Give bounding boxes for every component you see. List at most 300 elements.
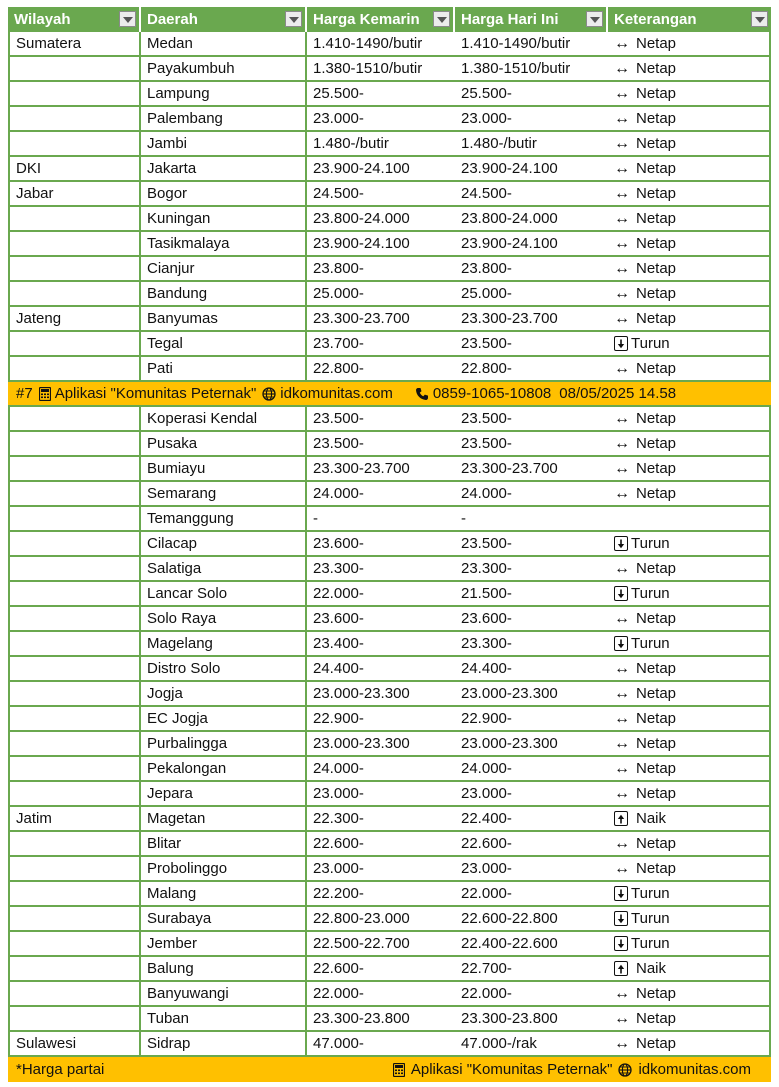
cell-harga-hari-ini: 23.000-23.300 xyxy=(455,732,608,757)
cell-keterangan xyxy=(608,32,771,57)
left-right-arrow-icon: ↔ xyxy=(614,59,630,77)
banner-prefix: #7 xyxy=(16,385,33,402)
table-row xyxy=(8,907,771,932)
cell-daerah: Bogor xyxy=(141,182,307,207)
table-row xyxy=(8,807,771,832)
table-body-bottom xyxy=(8,407,771,1057)
cell-daerah: Tegal xyxy=(141,332,307,357)
table-row xyxy=(8,632,771,657)
cell-daerah: Cianjur xyxy=(141,257,307,282)
table-row xyxy=(8,282,771,307)
down-arrow-icon xyxy=(614,886,628,901)
cell-keterangan xyxy=(608,782,771,807)
status-label: Turun xyxy=(631,585,670,602)
cell-harga-hari-ini: 22.400- xyxy=(455,807,608,832)
status-label: Naik xyxy=(636,960,667,977)
left-right-arrow-icon: ↔ xyxy=(614,109,630,127)
header-harga-hari-ini: Harga Hari Ini xyxy=(455,7,608,32)
status-label: Netap xyxy=(636,60,677,77)
status-label: Naik xyxy=(636,810,667,827)
left-right-arrow-icon: ↔ xyxy=(614,134,630,152)
status-label: Netap xyxy=(636,110,677,127)
table-row xyxy=(8,682,771,707)
status-label: Turun xyxy=(631,335,670,352)
cell-wilayah: Sulawesi xyxy=(8,1032,141,1057)
table-row xyxy=(8,107,771,132)
down-arrow-icon xyxy=(614,911,628,926)
cell-keterangan xyxy=(608,857,771,882)
cell-daerah: Lampung xyxy=(141,82,307,107)
table-row xyxy=(8,757,771,782)
cell-harga-kemarin: 23.800- xyxy=(307,257,455,282)
cell-harga-kemarin: - xyxy=(307,507,455,532)
cell-daerah: Pusaka xyxy=(141,432,307,457)
cell-harga-hari-ini: 23.000- xyxy=(455,107,608,132)
status-label: Netap xyxy=(636,660,677,677)
status-label: Netap xyxy=(636,460,677,477)
left-right-arrow-icon: ↔ xyxy=(614,984,630,1002)
table-row xyxy=(8,257,771,282)
status-label: Netap xyxy=(636,560,677,577)
cell-harga-kemarin: 23.000-23.300 xyxy=(307,682,455,707)
table-row xyxy=(8,507,771,532)
cell-keterangan xyxy=(608,557,771,582)
left-right-arrow-icon: ↔ xyxy=(614,234,630,252)
left-right-arrow-icon: ↔ xyxy=(614,684,630,702)
cell-wilayah xyxy=(8,432,141,457)
cell-harga-hari-ini: 24.400- xyxy=(455,657,608,682)
cell-keterangan xyxy=(608,82,771,107)
left-right-arrow-icon: ↔ xyxy=(614,284,630,302)
table-row xyxy=(8,482,771,507)
cell-harga-kemarin: 23.700- xyxy=(307,332,455,357)
cell-keterangan xyxy=(608,982,771,1007)
table-body-top xyxy=(8,32,771,382)
cell-harga-kemarin: 23.300-23.800 xyxy=(307,1007,455,1032)
cell-harga-kemarin: 23.800-24.000 xyxy=(307,207,455,232)
cell-harga-kemarin: 22.800- xyxy=(307,357,455,382)
cell-harga-kemarin: 23.600- xyxy=(307,607,455,632)
status-label: Netap xyxy=(636,135,677,152)
table-row xyxy=(8,407,771,432)
cell-daerah: Medan xyxy=(141,32,307,57)
cell-harga-kemarin: 23.500- xyxy=(307,432,455,457)
table-row xyxy=(8,332,771,357)
cell-keterangan xyxy=(608,907,771,932)
cell-harga-kemarin: 23.300-23.700 xyxy=(307,457,455,482)
cell-harga-hari-ini: 22.800- xyxy=(455,357,608,382)
cell-keterangan xyxy=(608,207,771,232)
banner-site: idkomunitas.com xyxy=(280,385,393,402)
status-label: Turun xyxy=(631,935,670,952)
status-label: Netap xyxy=(636,35,677,52)
cell-harga-kemarin: 22.500-22.700 xyxy=(307,932,455,957)
cell-keterangan xyxy=(608,132,771,157)
cell-daerah: Banyumas xyxy=(141,307,307,332)
cell-wilayah: Jabar xyxy=(8,182,141,207)
cell-daerah: Temanggung xyxy=(141,507,307,532)
header-keterangan: Keterangan xyxy=(608,7,771,32)
cell-daerah: Pekalongan xyxy=(141,757,307,782)
cell-daerah: Pati xyxy=(141,357,307,382)
cell-daerah: Magetan xyxy=(141,807,307,832)
cell-keterangan xyxy=(608,332,771,357)
cell-wilayah xyxy=(8,907,141,932)
cell-daerah: Magelang xyxy=(141,632,307,657)
cell-keterangan xyxy=(608,432,771,457)
cell-keterangan xyxy=(608,407,771,432)
cell-wilayah: Jateng xyxy=(8,307,141,332)
filter-dropdown-icon[interactable] xyxy=(751,11,768,27)
table-row xyxy=(8,657,771,682)
cell-daerah: Lancar Solo xyxy=(141,582,307,607)
status-label: Netap xyxy=(636,835,677,852)
status-label: Netap xyxy=(636,735,677,752)
cell-harga-kemarin: 23.300- xyxy=(307,557,455,582)
cell-harga-hari-ini: 23.500- xyxy=(455,407,608,432)
cell-harga-hari-ini: 21.500- xyxy=(455,582,608,607)
cell-keterangan xyxy=(608,532,771,557)
globe-icon xyxy=(262,387,276,401)
cell-harga-hari-ini: 22.600-22.800 xyxy=(455,907,608,932)
cell-wilayah xyxy=(8,857,141,882)
calculator-icon xyxy=(393,1063,405,1077)
cell-harga-kemarin: 22.300- xyxy=(307,807,455,832)
left-right-arrow-icon: ↔ xyxy=(614,84,630,102)
cell-wilayah xyxy=(8,882,141,907)
cell-wilayah xyxy=(8,257,141,282)
cell-wilayah xyxy=(8,682,141,707)
status-label: Turun xyxy=(631,535,670,552)
table-row xyxy=(8,982,771,1007)
cell-harga-hari-ini: 23.000- xyxy=(455,857,608,882)
cell-harga-hari-ini: - xyxy=(455,507,608,532)
cell-daerah: Palembang xyxy=(141,107,307,132)
cell-daerah: Blitar xyxy=(141,832,307,857)
cell-harga-hari-ini: 23.300-23.800 xyxy=(455,1007,608,1032)
cell-daerah: Bumiayu xyxy=(141,457,307,482)
filter-dropdown-icon[interactable] xyxy=(586,11,603,27)
status-label: Turun xyxy=(631,885,670,902)
cell-harga-hari-ini: 23.300- xyxy=(455,557,608,582)
table-row xyxy=(8,732,771,757)
banner-datetime: 08/05/2025 14.58 xyxy=(559,385,677,402)
cell-harga-hari-ini: 23.600- xyxy=(455,607,608,632)
cell-wilayah xyxy=(8,332,141,357)
status-label: Netap xyxy=(636,1035,677,1052)
left-right-arrow-icon: ↔ xyxy=(614,1034,630,1052)
table-row xyxy=(8,532,771,557)
cell-keterangan xyxy=(608,307,771,332)
cell-harga-kemarin: 23.000- xyxy=(307,857,455,882)
header-row xyxy=(8,7,771,32)
cell-keterangan xyxy=(608,707,771,732)
cell-keterangan xyxy=(608,832,771,857)
status-label: Netap xyxy=(636,235,677,252)
cell-daerah: Tasikmalaya xyxy=(141,232,307,257)
cell-daerah: Surabaya xyxy=(141,907,307,932)
cell-keterangan xyxy=(608,632,771,657)
cell-harga-hari-ini: 47.000-/rak xyxy=(455,1032,608,1057)
cell-daerah: Bandung xyxy=(141,282,307,307)
cell-harga-hari-ini: 1.410-1490/butir xyxy=(455,32,608,57)
cell-daerah: Kuningan xyxy=(141,207,307,232)
cell-daerah: Jambi xyxy=(141,132,307,157)
left-right-arrow-icon: ↔ xyxy=(614,359,630,377)
status-label: Netap xyxy=(636,410,677,427)
cell-harga-kemarin: 23.900-24.100 xyxy=(307,157,455,182)
cell-harga-kemarin: 24.400- xyxy=(307,657,455,682)
cell-keterangan xyxy=(608,757,771,782)
cell-harga-hari-ini: 25.500- xyxy=(455,82,608,107)
globe-icon xyxy=(618,1063,632,1077)
cell-harga-kemarin: 22.200- xyxy=(307,882,455,907)
cell-wilayah xyxy=(8,482,141,507)
cell-wilayah xyxy=(8,82,141,107)
cell-harga-kemarin: 24.500- xyxy=(307,182,455,207)
cell-wilayah: DKI xyxy=(8,157,141,182)
cell-harga-hari-ini: 1.380-1510/butir xyxy=(455,57,608,82)
left-right-arrow-icon: ↔ xyxy=(614,834,630,852)
left-right-arrow-icon: ↔ xyxy=(614,709,630,727)
cell-harga-kemarin: 22.600- xyxy=(307,957,455,982)
cell-keterangan xyxy=(608,1032,771,1057)
cell-wilayah: Sumatera xyxy=(8,32,141,57)
cell-keterangan xyxy=(608,157,771,182)
left-right-arrow-icon: ↔ xyxy=(614,784,630,802)
status-label: Netap xyxy=(636,610,677,627)
header-wilayah: Wilayah xyxy=(8,7,141,32)
cell-daerah: Banyuwangi xyxy=(141,982,307,1007)
left-right-arrow-icon: ↔ xyxy=(614,759,630,777)
footer-note: *Harga partai xyxy=(16,1061,105,1078)
table-row xyxy=(8,32,771,57)
table-row xyxy=(8,132,771,157)
down-arrow-icon xyxy=(614,936,628,951)
left-right-arrow-icon: ↔ xyxy=(614,409,630,427)
cell-wilayah xyxy=(8,407,141,432)
cell-wilayah xyxy=(8,932,141,957)
cell-daerah: Sidrap xyxy=(141,1032,307,1057)
cell-harga-hari-ini: 24.000- xyxy=(455,482,608,507)
table-row xyxy=(8,82,771,107)
cell-wilayah xyxy=(8,782,141,807)
cell-harga-kemarin: 25.500- xyxy=(307,82,455,107)
table-row xyxy=(8,232,771,257)
cell-wilayah xyxy=(8,57,141,82)
cell-harga-hari-ini: 23.300- xyxy=(455,632,608,657)
cell-harga-kemarin: 23.300-23.700 xyxy=(307,307,455,332)
header-harga-kemarin: Harga Kemarin xyxy=(307,7,455,32)
cell-harga-hari-ini: 22.000- xyxy=(455,982,608,1007)
up-arrow-icon xyxy=(614,961,628,976)
table-row xyxy=(8,57,771,82)
left-right-arrow-icon: ↔ xyxy=(614,659,630,677)
calculator-icon xyxy=(39,387,51,401)
phone-icon xyxy=(415,387,429,401)
table-row xyxy=(8,1032,771,1057)
cell-harga-kemarin: 22.900- xyxy=(307,707,455,732)
cell-keterangan xyxy=(608,257,771,282)
cell-harga-hari-ini: 23.500- xyxy=(455,332,608,357)
cell-wilayah xyxy=(8,107,141,132)
cell-harga-kemarin: 1.480-/butir xyxy=(307,132,455,157)
cell-harga-hari-ini: 22.000- xyxy=(455,882,608,907)
status-label: Netap xyxy=(636,260,677,277)
cell-daerah: Jogja xyxy=(141,682,307,707)
cell-harga-kemarin: 23.900-24.100 xyxy=(307,232,455,257)
cell-keterangan xyxy=(608,482,771,507)
cell-keterangan xyxy=(608,357,771,382)
left-right-arrow-icon: ↔ xyxy=(614,184,630,202)
cell-wilayah xyxy=(8,957,141,982)
status-label: Netap xyxy=(636,785,677,802)
cell-harga-hari-ini: 23.300-23.700 xyxy=(455,307,608,332)
cell-wilayah xyxy=(8,732,141,757)
down-arrow-icon xyxy=(614,636,628,651)
cell-keterangan xyxy=(608,182,771,207)
cell-harga-hari-ini: 24.000- xyxy=(455,757,608,782)
cell-wilayah xyxy=(8,132,141,157)
cell-harga-hari-ini: 23.000- xyxy=(455,782,608,807)
cell-harga-hari-ini: 23.900-24.100 xyxy=(455,157,608,182)
left-right-arrow-icon: ↔ xyxy=(614,484,630,502)
cell-wilayah xyxy=(8,632,141,657)
down-arrow-icon xyxy=(614,586,628,601)
status-label: Turun xyxy=(631,910,670,927)
cell-harga-hari-ini: 23.300-23.700 xyxy=(455,457,608,482)
cell-keterangan xyxy=(608,232,771,257)
status-label: Netap xyxy=(636,710,677,727)
cell-daerah: Probolinggo xyxy=(141,857,307,882)
cell-daerah: Cilacap xyxy=(141,532,307,557)
cell-keterangan xyxy=(608,582,771,607)
status-label: Netap xyxy=(636,285,677,302)
cell-harga-kemarin: 1.410-1490/butir xyxy=(307,32,455,57)
cell-harga-hari-ini: 23.000-23.300 xyxy=(455,682,608,707)
cell-harga-kemarin: 23.600- xyxy=(307,532,455,557)
filter-dropdown-icon[interactable] xyxy=(119,11,136,27)
banner-app: Aplikasi "Komunitas Peternak" xyxy=(54,385,257,402)
table-row xyxy=(8,607,771,632)
cell-harga-kemarin: 1.380-1510/butir xyxy=(307,57,455,82)
table-row xyxy=(8,832,771,857)
table-row xyxy=(8,432,771,457)
table-row xyxy=(8,582,771,607)
footer-site: idkomunitas.com xyxy=(638,1061,751,1078)
cell-harga-hari-ini: 23.800-24.000 xyxy=(455,207,608,232)
watermark-banner xyxy=(8,382,771,407)
cell-wilayah xyxy=(8,607,141,632)
cell-daerah: Malang xyxy=(141,882,307,907)
left-right-arrow-icon: ↔ xyxy=(614,1009,630,1027)
cell-daerah: Jakarta xyxy=(141,157,307,182)
left-right-arrow-icon: ↔ xyxy=(614,209,630,227)
cell-keterangan xyxy=(608,57,771,82)
cell-keterangan xyxy=(608,107,771,132)
table-row xyxy=(8,1007,771,1032)
cell-daerah: Jember xyxy=(141,932,307,957)
status-label: Turun xyxy=(631,635,670,652)
filter-dropdown-icon[interactable] xyxy=(433,11,450,27)
cell-harga-hari-ini: 1.480-/butir xyxy=(455,132,608,157)
footer-bar xyxy=(8,1057,771,1082)
cell-harga-kemarin: 47.000- xyxy=(307,1032,455,1057)
cell-wilayah xyxy=(8,982,141,1007)
table-row xyxy=(8,157,771,182)
left-right-arrow-icon: ↔ xyxy=(614,309,630,327)
status-label: Netap xyxy=(636,985,677,1002)
cell-keterangan xyxy=(608,932,771,957)
cell-daerah: Distro Solo xyxy=(141,657,307,682)
cell-harga-hari-ini: 23.900-24.100 xyxy=(455,232,608,257)
cell-wilayah xyxy=(8,707,141,732)
filter-dropdown-icon[interactable] xyxy=(285,11,302,27)
status-label: Netap xyxy=(636,185,677,202)
cell-keterangan xyxy=(608,732,771,757)
cell-keterangan xyxy=(608,882,771,907)
cell-keterangan xyxy=(608,957,771,982)
status-label: Netap xyxy=(636,860,677,877)
table-row xyxy=(8,357,771,382)
table-row xyxy=(8,307,771,332)
table-row xyxy=(8,557,771,582)
left-right-arrow-icon: ↔ xyxy=(614,434,630,452)
status-label: Netap xyxy=(636,1010,677,1027)
table-row xyxy=(8,207,771,232)
cell-wilayah xyxy=(8,532,141,557)
cell-wilayah xyxy=(8,457,141,482)
table-row xyxy=(8,882,771,907)
cell-harga-kemarin: 23.000-23.300 xyxy=(307,732,455,757)
price-sheet xyxy=(8,7,771,1082)
cell-daerah: EC Jogja xyxy=(141,707,307,732)
left-right-arrow-icon: ↔ xyxy=(614,34,630,52)
cell-keterangan xyxy=(608,1007,771,1032)
cell-harga-kemarin: 22.800-23.000 xyxy=(307,907,455,932)
cell-keterangan xyxy=(608,682,771,707)
cell-harga-kemarin: 24.000- xyxy=(307,757,455,782)
footer-app: Aplikasi "Komunitas Peternak" xyxy=(410,1061,613,1078)
cell-harga-kemarin: 23.000- xyxy=(307,782,455,807)
cell-harga-kemarin: 22.000- xyxy=(307,982,455,1007)
cell-daerah: Jepara xyxy=(141,782,307,807)
cell-harga-kemarin: 23.500- xyxy=(307,407,455,432)
banner-phone: 0859-1065-10808 xyxy=(432,385,552,402)
cell-daerah: Solo Raya xyxy=(141,607,307,632)
down-arrow-icon xyxy=(614,536,628,551)
cell-wilayah xyxy=(8,757,141,782)
table-row xyxy=(8,857,771,882)
cell-harga-hari-ini: 22.700- xyxy=(455,957,608,982)
cell-wilayah xyxy=(8,582,141,607)
cell-wilayah xyxy=(8,1007,141,1032)
left-right-arrow-icon: ↔ xyxy=(614,459,630,477)
table-row xyxy=(8,182,771,207)
table-row xyxy=(8,932,771,957)
cell-harga-hari-ini: 22.400-22.600 xyxy=(455,932,608,957)
status-label: Netap xyxy=(636,485,677,502)
cell-keterangan xyxy=(608,807,771,832)
cell-wilayah xyxy=(8,232,141,257)
cell-daerah: Koperasi Kendal xyxy=(141,407,307,432)
cell-wilayah xyxy=(8,357,141,382)
left-right-arrow-icon: ↔ xyxy=(614,259,630,277)
cell-harga-hari-ini: 22.900- xyxy=(455,707,608,732)
cell-keterangan xyxy=(608,657,771,682)
header-daerah: Daerah xyxy=(141,7,307,32)
cell-harga-hari-ini: 23.500- xyxy=(455,532,608,557)
